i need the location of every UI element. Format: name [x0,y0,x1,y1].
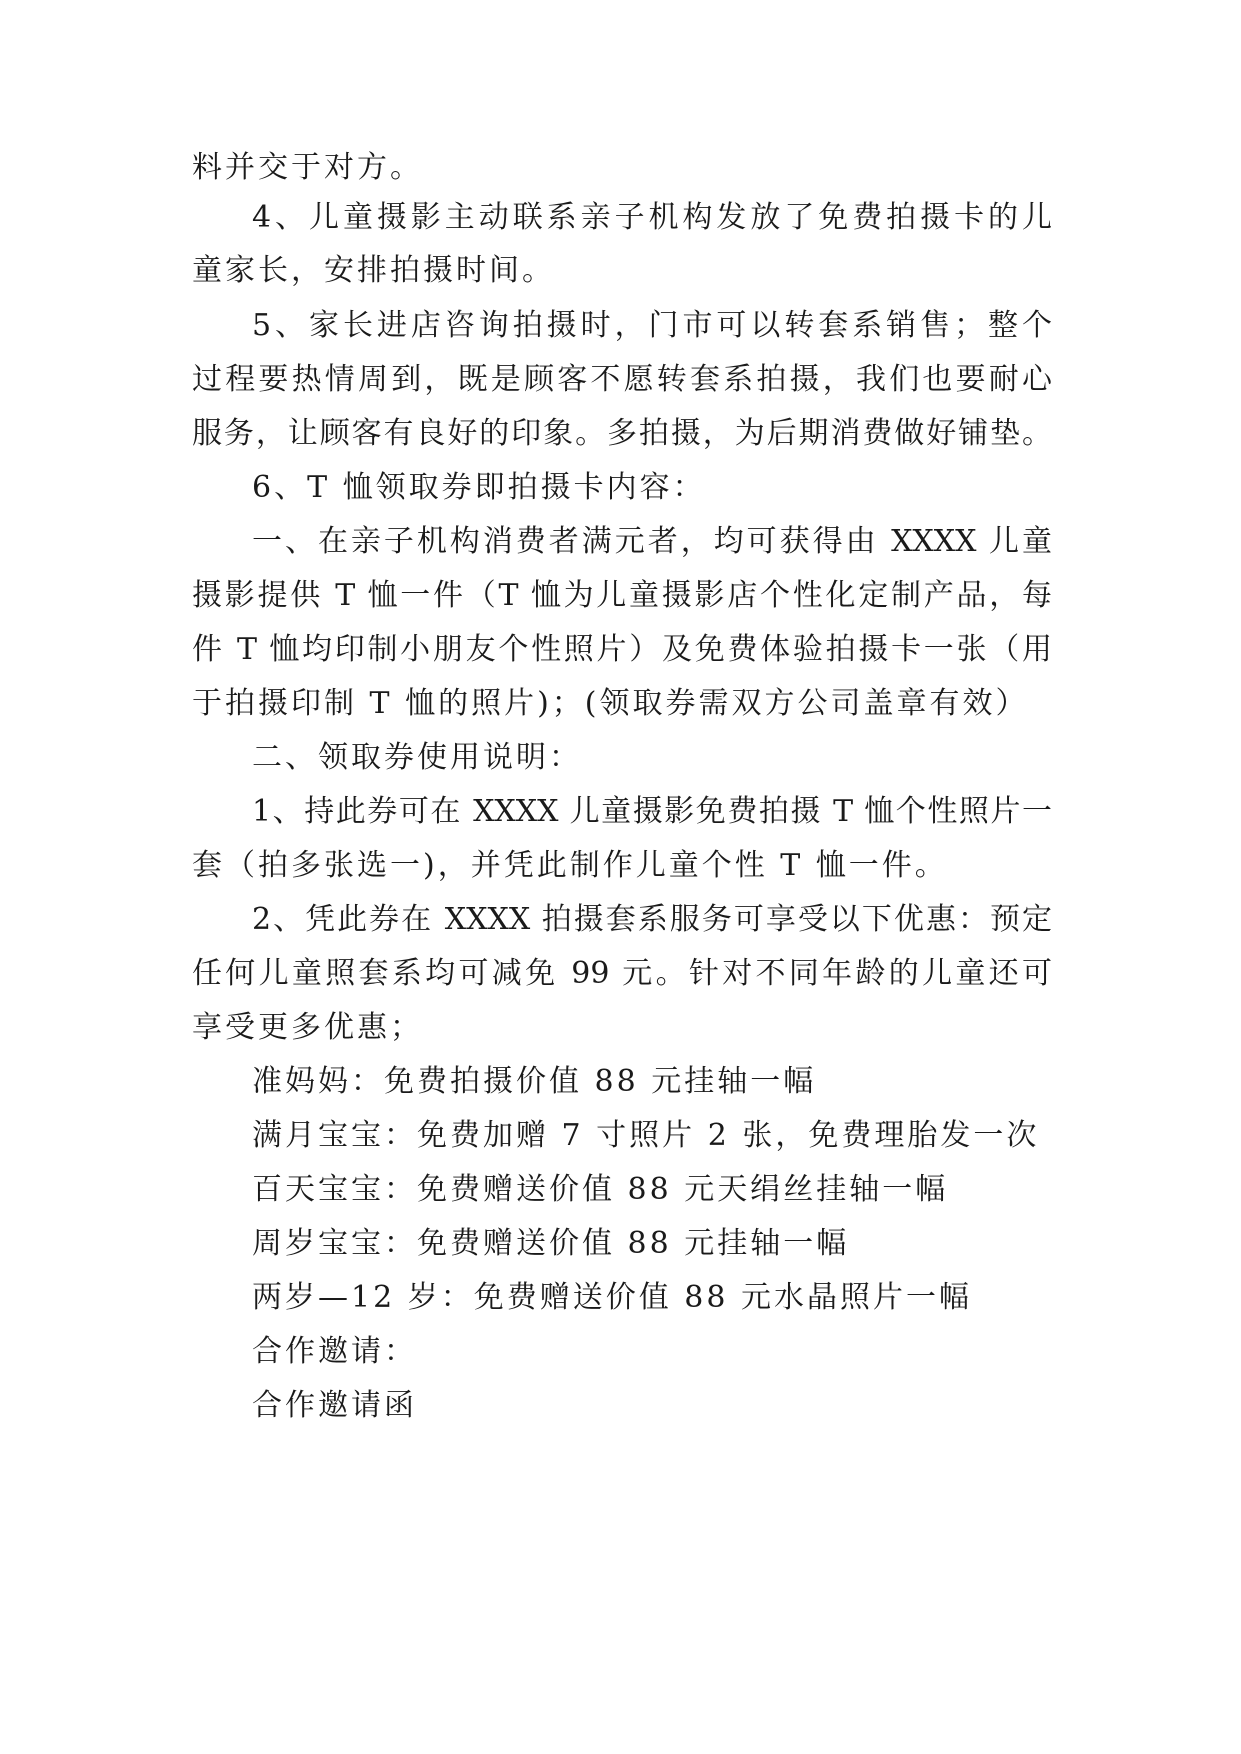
paragraph-line: 一、在亲子机构消费者满元者，均可获得由 XXXX 儿童 [252,524,1052,559]
offer-line: 百天宝宝：免费赠送价值 88 元天绢丝挂轴一幅 [252,1172,949,1207]
paragraph-line: 2、凭此券在 XXXX 拍摄套系服务可享受以下优惠：预定 [252,902,1052,937]
paragraph-line: 套（拍多张选一)，并凭此制作儿童个性 T 恤一件。 [192,848,948,883]
paragraph-line: 享受更多优惠； [192,1010,423,1045]
paragraph-line: 服务，让顾客有良好的印象。多拍摄，为后期消费做好铺垫。 [192,416,1052,451]
paragraph-line: 任何儿童照套系均可减免 99 元。针对不同年龄的儿童还可 [192,956,1052,991]
offer-line: 周岁宝宝：免费赠送价值 88 元挂轴一幅 [252,1226,850,1261]
paragraph-line: 摄影提供 T 恤一件（T 恤为儿童摄影店个性化定制产品，每 [192,578,1052,613]
paragraph-line: 6、T 恤领取券即拍摄卡内容： [252,470,706,505]
paragraph-line: 5、家长进店咨询拍摄时，门市可以转套系销售；整个 [252,308,1052,343]
paragraph-line: 童家长，安排拍摄时间。 [192,253,555,288]
paragraph-line: 件 T 恤均印制小朋友个性照片）及免费体验拍摄卡一张（用 [192,632,1052,667]
offer-line: 准妈妈：免费拍摄价值 88 元挂轴一幅 [252,1064,817,1099]
paragraph-line: 二、领取券使用说明： [252,740,582,775]
offer-line: 两岁—12 岁：免费赠送价值 88 元水晶照片一幅 [252,1280,972,1315]
paragraph-line: 4、儿童摄影主动联系亲子机构发放了免费拍摄卡的儿 [252,200,1052,235]
section-heading: 合作邀请函 [252,1388,417,1423]
paragraph-line: 料并交于对方。 [192,150,423,185]
offer-line: 满月宝宝：免费加赠 7 寸照片 2 张，免费理胎发一次 [252,1118,1040,1153]
paragraph-line: 于拍摄印制 T 恤的照片)；(领取券需双方公司盖章有效） [192,686,1029,721]
paragraph-line: 1、持此券可在 XXXX 儿童摄影免费拍摄 T 恤个性照片一 [252,794,1052,829]
section-heading: 合作邀请： [252,1334,417,1369]
paragraph-line: 过程要热情周到，既是顾客不愿转套系拍摄，我们也要耐心 [192,362,1052,397]
